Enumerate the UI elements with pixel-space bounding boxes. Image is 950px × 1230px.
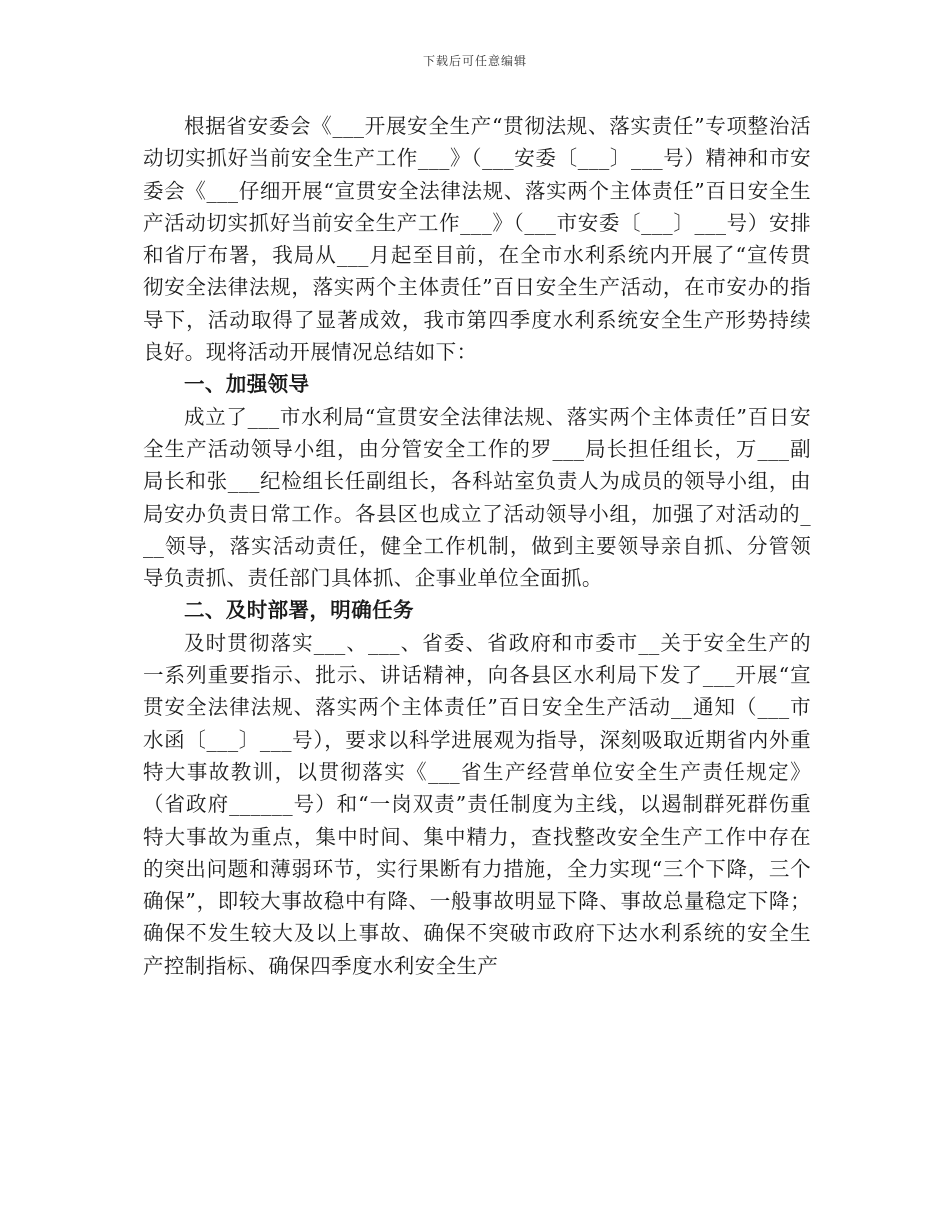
paragraph-intro: 根据省安委会《___开展安全生产“贯彻法规、落实责任”专项整治活动切实抓好当前安全生产工作___》（___安委〔___〕___号）精神和市安委会《___仔细开展“宣贯安全法律法规、落实两个主体责任”百日安全生产活动切实抓好当前安全生产工作___》（___市安委〔___〕___号）安排和省厅布署，我局从___月起至目前，在全市水利系统内开展了“宣传贯彻安全法律法规，落实两个主体责任”百日安全生产活动，在市安办的指导下，活动取得了显著成效，我市第四季度水利系统安全生产形势持续良好。现将活动开展情况总结如下： <box>143 114 811 365</box>
paragraph-deployment: 及时贯彻落实___、___、省委、省政府和市委市__关于安全生产的一系列重要指示、批示、讲话精神，向各县区水利局下发了___开展“宣贯安全法律法规、落实两个主体责任”百日安全生产活动__通知（___市水函〔___〕___号），要求以科学进展观为指导，深刻吸取近期省内外重特大事故教训，以贯彻落实《___省生产经营单位安全生产责任规定》（省政府______号）和“一岗双责”责任制度为主线，以遏制群死群伤重特大事故为重点，集中时间、集中精力，查找整改安全生产工作中存在的突出问题和薄弱环节，实行果断有力措施，全力实现“三个下降，三个确保”，即较大事故稳中有降、一般事故明显下降、事故总量稳定下降；确保不发生较大及以上事故、确保不突破市政府下达水利系统的安全生产控制指标、确保四季度水利安全生产 <box>143 630 811 978</box>
page-header: 下载后可任意编辑 <box>422 54 527 68</box>
document-body <box>143 110 811 982</box>
section-heading-2: 二、及时部署，明确任务 <box>184 598 414 623</box>
section-heading-1: 一、加强领导 <box>184 372 310 397</box>
paragraph-leadership: 成立了___市水利局“宣贯安全法律法规、落实两个主体责任”百日安全生产活动领导小组，由分管安全工作的罗___局长担任组长，万___副局长和张___纪检组长任副组长，各科站室负责人为成员的领导小组，由局安办负责日常工作。各县区也成立了活动领导小组，加强了对活动的___领导，落实活动责任，健全工作机制，做到主要领导亲自抓、分管领导负责抓、责任部门具体抓、企事业单位全面抓。 <box>143 404 811 591</box>
